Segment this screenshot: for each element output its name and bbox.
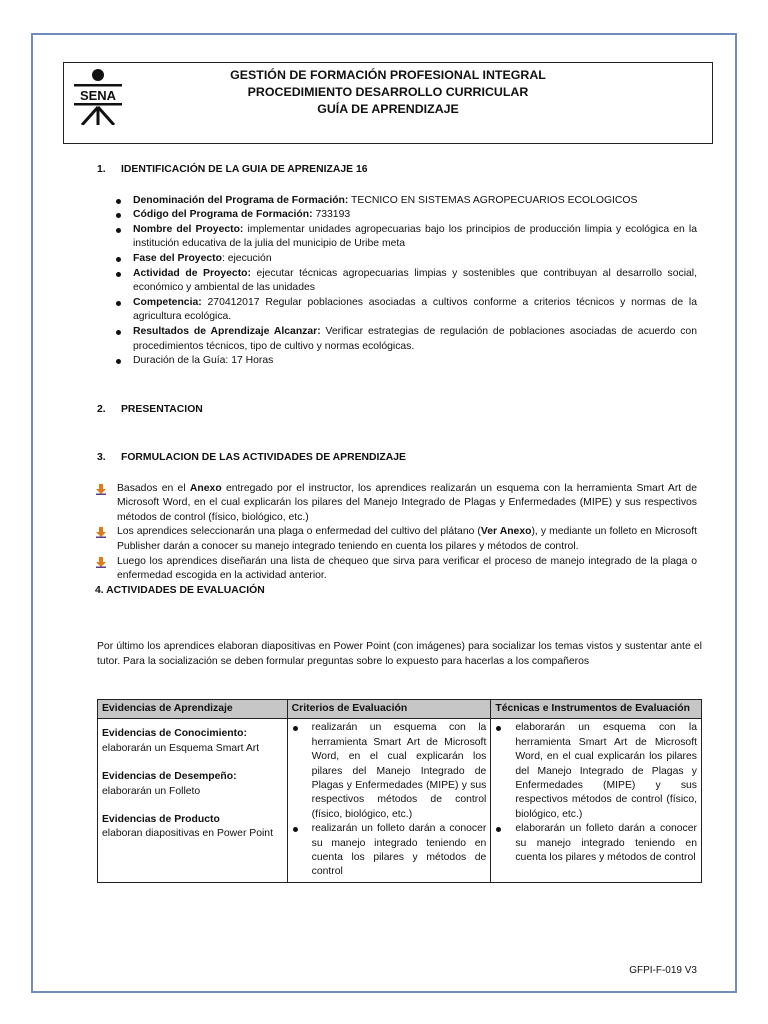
table-header-row	[98, 700, 702, 719]
section-2-number: 2.	[97, 404, 106, 415]
section-3-heading	[97, 451, 697, 466]
section-1	[97, 163, 697, 369]
section-4-paragraph: Por último los aprendices elaboran diapositivas en Power Point (con imágenes) para socializar los temas vistos y sustentar ante el tutor. Para la socialización se deben formular preguntas sobre lo expuesto para hacerlas a los compañeros	[97, 641, 702, 667]
list-item: Actividad de Proyecto: ejecutar técnicas agropecuarias limpias y sostenibles que contribuyan al desarrollo social, económico y ambiental de las unidades	[113, 267, 697, 296]
header-title-3: GUÍA DE APRENDIZAJE	[317, 102, 459, 116]
evaluation-table	[97, 699, 702, 883]
list-item: elaborarán un esquema con la herramienta Smart Art de Microsoft Word, en el cual explicarán los pilares del Manejo Integrado de Plagas y Enfermedades (MIPE) y sus respectivos métodos de control (físico, biológico, etc.)	[495, 721, 697, 822]
section-1-number: 1.	[97, 164, 106, 175]
logo-text: SENA	[79, 88, 117, 103]
list-item: Luego los aprendices diseñarán una lista de chequeo que sirva para verificar el proceso de manejo integrado de la plaga o enfermedad escogida en la actividad anterior.	[107, 555, 697, 584]
list-item: Los aprendices seleccionarán una plaga o enfermedad del cultivo del plátano (Ver Anexo), y mediante un folleto en Microsoft Publisher darán a conocer su manejo integrado teniendo en cuenta los pilares y métodos de control.	[107, 525, 697, 554]
header-title-1: GESTIÓN DE FORMACIÓN PROFESIONAL INTEGRAL	[230, 68, 546, 82]
activities-list	[107, 482, 697, 584]
list-item: Competencia: 270412017 Regular poblaciones asociadas a cultivos conforme a criterios técnicos y normas de la agricultura ecológica.	[113, 296, 697, 325]
header-title-2: PROCEDIMIENTO DESARROLLO CURRICULAR	[247, 85, 529, 99]
list-item: Código del Programa de Formación: 733193	[113, 208, 697, 223]
evidences-cell	[98, 719, 288, 882]
section-3-title: FORMULACION DE LAS ACTIVIDADES DE APRENDIZAJE	[121, 452, 406, 463]
evidence-item: Evidencias de Desempeño: elaborarán un Folleto	[102, 771, 237, 797]
arrow-bullet-icon	[96, 557, 106, 568]
evidence-item: Evidencias de Producto elaboran diapositivas en Power Point	[102, 814, 273, 840]
section-2	[97, 403, 697, 418]
column-header: Criterios de Evaluación	[287, 700, 491, 719]
section-2-heading	[97, 403, 697, 418]
section-1-heading	[97, 163, 697, 178]
document-header	[63, 62, 713, 144]
list-item: Nombre del Proyecto: implementar unidades agropecuarias bajo los principios de producción limpia y ecológica en la institución educativa de la julia del municipio de Uribe meta	[113, 223, 697, 252]
table-row	[98, 719, 702, 882]
list-item: Duración de la Guía: 17 Horas	[113, 354, 697, 369]
evidence-item: Evidencias de Conocimiento: elaborarán un Esquema Smart Art	[102, 728, 260, 754]
list-item: Denominación del Programa de Formación: TECNICO EN SISTEMAS AGROPECUARIOS ECOLOGICOS	[113, 194, 697, 209]
list-item: Fase del Proyecto: ejecución	[113, 252, 697, 267]
section-2-title: PRESENTACION	[121, 404, 203, 415]
identification-list	[113, 194, 697, 369]
list-item: Resultados de Aprendizaje Alcanzar: Verificar estrategias de regulación de poblaciones asociadas de acuerdo con procedimientos técnicos, tipo de cultivo y normas ecológicas.	[113, 325, 697, 354]
list-item: realizarán un folleto darán a conocer su manejo integrado teniendo en cuenta los pilares y métodos de control	[292, 822, 487, 880]
column-header: Técnicas e Instrumentos de Evaluación	[491, 700, 702, 719]
section-1-title: IDENTIFICACIÓN DE LA GUIA DE APRENIZAJE 16	[121, 164, 368, 175]
techniques-cell	[491, 719, 702, 882]
section-3-number: 3.	[97, 452, 106, 463]
column-header: Evidencias de Aprendizaje	[98, 700, 288, 719]
arrow-bullet-icon	[96, 527, 106, 538]
section-4-heading: 4. ACTIVIDADES DE EVALUACIÓN	[95, 584, 265, 596]
section-3	[97, 451, 697, 598]
footer-code: GFPI-F-019 V3	[629, 965, 697, 976]
list-item: realizarán un esquema con la herramienta Smart Art de Microsoft Word, en el cual explicarán los pilares del Manejo Integrado de Plagas y Enfermedades (MIPE) y sus respectivos métodos de control (físico, biológico, etc.)	[292, 721, 487, 822]
criteria-cell	[287, 719, 491, 882]
list-item: Basados en el Anexo entregado por el instructor, los aprendices realizarán un esquema con la herramienta Smart Art de Microsoft Word, en el cual explicarán los pilares del Manejo Integrado de Plagas y Enfermedades (MIPE) y sus respectivos métodos de control (físico, biológico, etc.)	[107, 482, 697, 526]
arrow-bullet-icon	[96, 484, 106, 495]
list-item: elaborarán un folleto darán a conocer su manejo integrado teniendo en cuenta los pilares y métodos de control	[495, 822, 697, 865]
